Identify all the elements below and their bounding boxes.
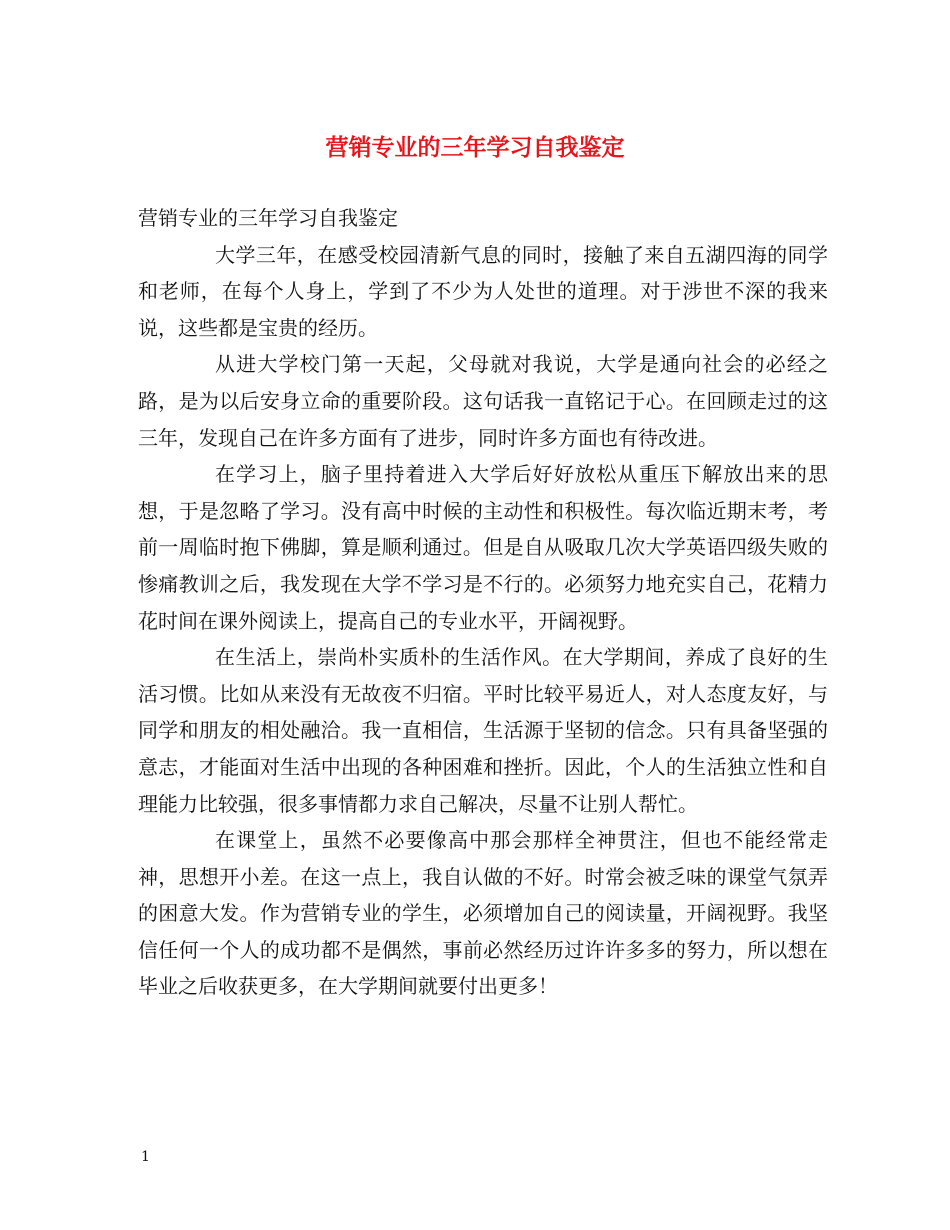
- document-body: [138, 200, 828, 1005]
- paragraph-4: 在生活上，崇尚朴实质朴的生活作风。在大学期间，养成了良好的生活习惯。比如从来没有无故夜不归宿。平时比较平易近人，对人态度友好，与同学和朋友的相处融洽。我一直相信，生活源于坚韧的信念。只有具备坚强的意志，才能面对生活中出现的各种困难和挫折。因此，个人的生活独立性和自理能力比较强，很多事情都力求自己解决，尽量不让别人帮忙。: [138, 645, 828, 816]
- page-number: 1: [141, 1149, 150, 1165]
- paragraph-1: 大学三年，在感受校园清新气息的同时，接触了来自五湖四海的同学和老师，在每个人身上，学到了不少为人处世的道理。对于涉世不深的我来说，这些都是宝贵的经历。: [138, 242, 828, 340]
- paragraph-3: 在学习上，脑子里持着进入大学后好好放松从重压下解放出来的思想，于是忽略了学习。没有高中时候的主动性和积极性。每次临近期末考，考前一周临时抱下佛脚，算是顺利通过。但是自从吸取几次大学英语四级失败的惨痛教训之后，我发现在大学不学习是不行的。必须努力地充实自己，花精力花时间在课外阅读上，提高自己的专业水平，开阔视野。: [138, 462, 828, 633]
- paragraph-5: 在课堂上，虽然不必要像高中那会那样全神贯注，但也不能经常走神，思想开小差。在这一点上，我自认做的不好。时常会被乏味的课堂气氛弄的困意大发。作为营销专业的学生，必须增加自己的阅读量，开阔视野。我坚信任何一个人的成功都不是偶然，事前必然经历过许许多多的努力，所以想在毕业之后收获更多，在大学期间就要付出更多！: [138, 828, 828, 999]
- document-title: 营销专业的三年学习自我鉴定: [325, 134, 625, 161]
- paragraph-2: 从进大学校门第一天起，父母就对我说，大学是通向社会的必经之路，是为以后安身立命的重要阶段。这句话我一直铭记于心。在回顾走过的这三年，发现自己在许多方面有了进步，同时许多方面也有待改进。: [138, 352, 828, 450]
- document-subtitle: 营销专业的三年学习自我鉴定: [138, 206, 398, 230]
